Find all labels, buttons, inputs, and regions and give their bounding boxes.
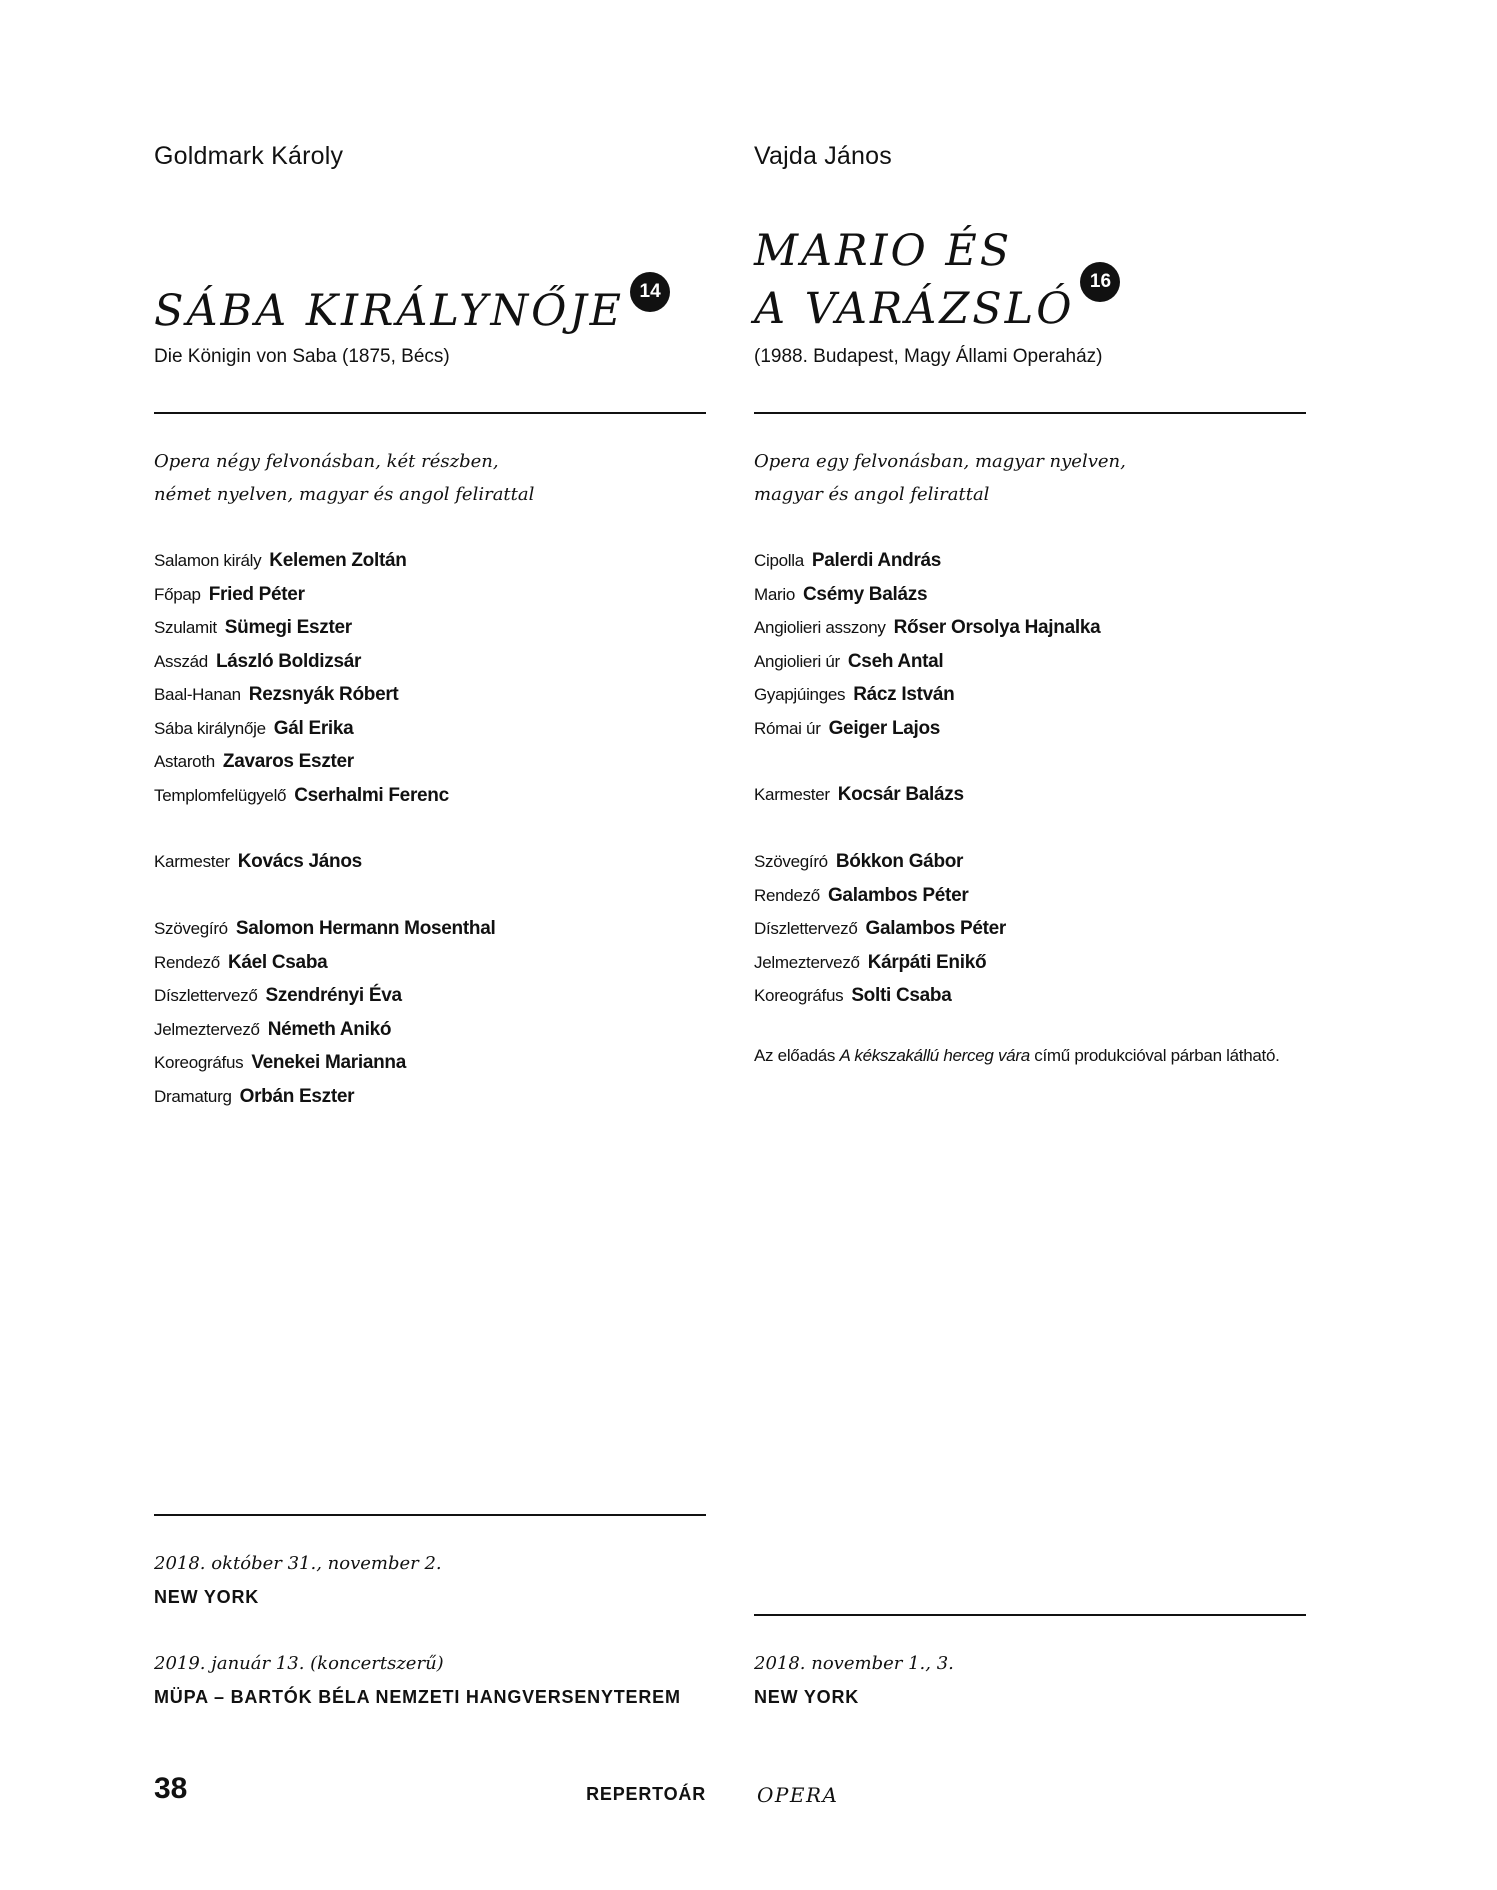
role-label: Salamon király (154, 551, 262, 570)
performer-name: Solti Csaba (851, 985, 952, 1006)
performer-name: Fried Péter (208, 583, 305, 605)
list-item (154, 779, 449, 813)
list-item (754, 912, 1006, 946)
role-label: Asszád (154, 651, 208, 671)
performer-name: Geiger Lajos (828, 717, 941, 739)
age-rating-badge: 14 (630, 272, 670, 312)
role-label: Szövegíró (754, 852, 828, 871)
composer-name: Goldmark Károly (154, 142, 344, 170)
section-label: REPERTOÁR (586, 1784, 706, 1804)
performer-name: Rőser Orsolya Hajnalka (893, 617, 1101, 638)
list-item (154, 845, 362, 879)
list-item (154, 645, 449, 679)
list-item (754, 946, 1006, 980)
note-text: A kékszakállú herceg vára (839, 1046, 1030, 1065)
list-item (154, 678, 449, 712)
performance-date: 2019. január 13. (koncertszerű) (154, 1653, 444, 1674)
divider (154, 412, 706, 414)
list-item (154, 946, 495, 980)
performer-name: Venekei Marianna (251, 1052, 406, 1073)
performer-name: Orbán Eszter (239, 1085, 355, 1107)
performer-name: Szendrényi Éva (265, 985, 402, 1006)
role-label: Karmester (154, 852, 230, 871)
divider (754, 1614, 1306, 1616)
divider (754, 412, 1306, 414)
pairing-note (754, 1046, 1280, 1066)
list-item (754, 578, 1100, 612)
text-line: német nyelven, magyar és angol felirattal (154, 484, 535, 505)
role-label: Jelmeztervező (754, 952, 860, 972)
divider (154, 1514, 706, 1516)
list-item (754, 645, 1100, 679)
performer-name: Németh Anikó (267, 1018, 392, 1040)
opera-subtitle: (1988. Budapest, Magy Állami Operaház) (754, 346, 1103, 367)
role-label: Astaroth (154, 752, 215, 771)
performer-name: Sümegi Eszter (224, 617, 352, 638)
list-item (754, 778, 964, 812)
text-line: magyar és angol felirattal (754, 484, 990, 505)
performer-name: Kárpáti Enikő (867, 951, 987, 973)
performer-name: Palerdi András (811, 550, 942, 571)
composer-name: Vajda János (754, 142, 892, 170)
performer-name: Káel Csaba (227, 951, 328, 973)
opera-title-block (154, 282, 670, 340)
performance-venue: MÜPA – BARTÓK BÉLA NEMZETI HANGVERSENYTEREM (154, 1687, 681, 1707)
age-rating-badge: 16 (1080, 262, 1120, 302)
role-label: Koreográfus (154, 1053, 244, 1072)
role-label: Rendező (754, 885, 820, 905)
role-label: Angiolieri asszony (754, 618, 886, 637)
list-item (154, 1080, 495, 1114)
role-label: Templomfelügyelő (154, 785, 287, 805)
role-label: Baal-Hanan (154, 685, 241, 704)
role-label: Szövegíró (154, 919, 228, 938)
opera-title (754, 222, 1074, 338)
list-item (154, 912, 495, 946)
opera-description (154, 445, 534, 511)
performer-name: László Boldizsár (215, 650, 362, 672)
list-item (754, 979, 1006, 1013)
list-item (754, 544, 1100, 578)
opera-title: SÁBA KIRÁLYNŐJE (154, 286, 625, 336)
category-label: OPERA (757, 1783, 839, 1807)
role-label: Koreográfus (754, 986, 844, 1005)
performance-venue: NEW YORK (154, 1587, 260, 1607)
list-item (154, 979, 495, 1013)
performer-name: Rácz István (853, 684, 955, 705)
role-label: Szulamit (154, 618, 217, 637)
note-text: Az előadás (754, 1046, 840, 1065)
performer-name: Kovács János (237, 851, 362, 872)
opera-description (754, 445, 1126, 511)
performer-name: Cseh Antal (847, 650, 944, 672)
page-number: 38 (154, 1772, 188, 1805)
list-item (754, 879, 1006, 913)
role-label: Főpap (154, 584, 201, 604)
performer-name: Rezsnyák Róbert (248, 684, 399, 705)
text-line: A VARÁZSLÓ (754, 284, 1075, 334)
role-label: Római úr (754, 718, 821, 738)
role-label: Karmester (754, 785, 830, 804)
performer-name: Zavaros Eszter (222, 751, 354, 772)
list-item (154, 544, 449, 578)
performer-name: Cserhalmi Ferenc (294, 784, 449, 806)
opera-title-block (754, 222, 1120, 338)
performance-date: 2018. október 31., november 2. (154, 1553, 442, 1574)
list-item (154, 712, 449, 746)
role-label: Dramaturg (154, 1086, 232, 1106)
performer-name: Kocsár Balázs (837, 784, 964, 805)
performer-name: Salomon Hermann Mosenthal (235, 918, 496, 939)
performance-date: 2018. november 1., 3. (754, 1653, 954, 1674)
performer-name: Galambos Péter (827, 884, 969, 906)
role-label: Cipolla (754, 551, 804, 570)
role-label: Díszlettervező (754, 919, 858, 938)
role-label: Gyapjúinges (754, 685, 846, 704)
performer-name: Csémy Balázs (803, 583, 928, 605)
note-text: című produkcióval párban látható. (1029, 1046, 1280, 1065)
performance-venue: NEW YORK (754, 1687, 860, 1707)
list-item (154, 578, 449, 612)
list-item (754, 712, 1100, 746)
role-label: Angiolieri úr (754, 651, 840, 671)
performer-name: Galambos Péter (865, 918, 1006, 939)
role-label: Sába királynője (154, 718, 266, 738)
list-item (754, 678, 1100, 712)
list-item (754, 845, 1006, 879)
conductor-line (754, 778, 964, 812)
role-label: Jelmeztervező (154, 1019, 260, 1039)
list-item (754, 611, 1100, 645)
opera-subtitle: Die Königin von Saba (1875, Bécs) (154, 346, 450, 367)
list-item (154, 745, 449, 779)
text-line: Opera egy felvonásban, magyar nyelven, (754, 451, 1126, 472)
performer-name: Gál Erika (273, 717, 354, 739)
role-label: Mario (754, 584, 796, 604)
role-label: Rendező (154, 952, 220, 972)
text-line: MARIO ÉS (754, 226, 1013, 276)
cast-list (754, 544, 1100, 745)
list-item (154, 1013, 495, 1047)
performer-name: Kelemen Zoltán (269, 550, 407, 571)
conductor-line (154, 845, 362, 879)
text-line: Opera négy felvonásban, két részben, (154, 451, 499, 472)
crew-list (154, 912, 495, 1113)
performer-name: Bókkon Gábor (835, 851, 964, 872)
crew-list (754, 845, 1006, 1013)
cast-list (154, 544, 449, 812)
list-item (154, 1046, 495, 1080)
role-label: Díszlettervező (154, 986, 258, 1005)
list-item (154, 611, 449, 645)
